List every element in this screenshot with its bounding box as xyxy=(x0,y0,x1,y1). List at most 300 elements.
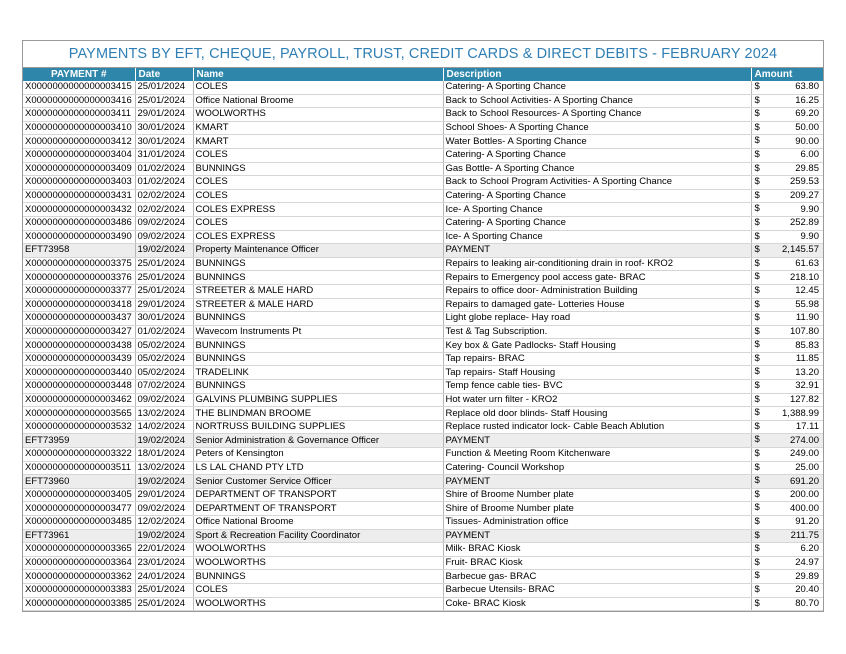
payee-name-cell: Sport & Recreation Facility Coordinator xyxy=(193,529,443,543)
table-row xyxy=(23,121,823,135)
payee-name-cell: LS LAL CHAND PTY LTD xyxy=(193,461,443,475)
table-row xyxy=(23,583,823,597)
payment-number-cell: X0000000000000003418 xyxy=(23,298,135,312)
table-row xyxy=(23,516,823,530)
column-header-date: Date xyxy=(135,68,193,81)
payment-number-cell: X0000000000000003437 xyxy=(23,312,135,326)
amount-cell xyxy=(751,516,823,530)
table-row xyxy=(23,488,823,502)
amount-value: 2,145.57 xyxy=(782,244,819,256)
amount-cell xyxy=(751,488,823,502)
date-cell: 19/02/2024 xyxy=(135,475,193,489)
amount-value: 29.85 xyxy=(795,162,819,174)
table-row xyxy=(23,407,823,421)
amount-value: 55.98 xyxy=(795,298,819,310)
amount-value: 9.90 xyxy=(800,203,819,215)
amount-cell xyxy=(751,434,823,448)
amount-value: 63.80 xyxy=(795,81,819,93)
date-cell: 01/02/2024 xyxy=(135,176,193,190)
date-cell: 05/02/2024 xyxy=(135,352,193,366)
amount-cell xyxy=(751,81,823,94)
table-row xyxy=(23,108,823,122)
currency-symbol: $ xyxy=(754,339,760,351)
date-cell: 09/02/2024 xyxy=(135,502,193,516)
date-cell: 14/02/2024 xyxy=(135,420,193,434)
currency-symbol: $ xyxy=(754,81,760,92)
payment-number-cell: EFT73961 xyxy=(23,529,135,543)
description-cell: Coke- BRAC Kiosk xyxy=(443,597,751,611)
payment-number-cell: X0000000000000003432 xyxy=(23,203,135,217)
amount-value: 127.82 xyxy=(789,393,819,405)
payee-name-cell: BUNNINGS xyxy=(193,352,443,366)
payee-name-cell: COLES xyxy=(193,216,443,230)
description-cell: Replace old door blinds- Staff Housing xyxy=(443,407,751,421)
amount-cell xyxy=(751,583,823,597)
amount-value: 91.20 xyxy=(795,516,819,528)
currency-symbol: $ xyxy=(754,325,760,337)
amount-value: 9.90 xyxy=(800,230,819,242)
payment-number-cell: X0000000000000003403 xyxy=(23,176,135,190)
amount-cell xyxy=(751,271,823,285)
table-row xyxy=(23,475,823,489)
amount-cell xyxy=(751,502,823,516)
description-cell: Back to School Program Activities- A Sporting Chance xyxy=(443,176,751,190)
amount-cell xyxy=(751,244,823,258)
date-cell: 09/02/2024 xyxy=(135,216,193,230)
date-cell: 29/01/2024 xyxy=(135,488,193,502)
description-cell: PAYMENT xyxy=(443,244,751,258)
table-body xyxy=(23,81,823,611)
amount-value: 20.40 xyxy=(795,584,819,596)
description-cell: Temp fence cable ties- BVC xyxy=(443,380,751,394)
description-cell: Catering- A Sporting Chance xyxy=(443,148,751,162)
table-header-row xyxy=(23,68,823,81)
payment-number-cell: X0000000000000003410 xyxy=(23,121,135,135)
payee-name-cell: BUNNINGS xyxy=(193,570,443,584)
currency-symbol: $ xyxy=(754,488,760,500)
column-header-description: Description xyxy=(443,68,751,81)
payment-number-cell: X0000000000000003377 xyxy=(23,284,135,298)
payee-name-cell: BUNNINGS xyxy=(193,257,443,271)
description-cell: Barbecue Utensils- BRAC xyxy=(443,583,751,597)
table-row xyxy=(23,393,823,407)
currency-symbol: $ xyxy=(754,189,760,201)
description-cell: Catering- Council Workshop xyxy=(443,461,751,475)
payment-number-cell: X0000000000000003376 xyxy=(23,271,135,285)
description-cell: Tissues- Administration office xyxy=(443,516,751,530)
payment-number-cell: X0000000000000003440 xyxy=(23,366,135,380)
payee-name-cell: COLES xyxy=(193,189,443,203)
amount-cell xyxy=(751,298,823,312)
table-row xyxy=(23,420,823,434)
payment-number-cell: X0000000000000003415 xyxy=(23,81,135,94)
date-cell: 25/01/2024 xyxy=(135,271,193,285)
amount-value: 6.20 xyxy=(800,543,819,555)
date-cell: 02/02/2024 xyxy=(135,203,193,217)
amount-value: 209.27 xyxy=(789,190,819,202)
currency-symbol: $ xyxy=(754,543,760,555)
table-row xyxy=(23,148,823,162)
payment-number-cell: X0000000000000003405 xyxy=(23,488,135,502)
currency-symbol: $ xyxy=(754,271,760,283)
description-cell: Repairs to Emergency pool access gate- BRAC xyxy=(443,271,751,285)
currency-symbol: $ xyxy=(754,529,760,541)
date-cell: 29/01/2024 xyxy=(135,108,193,122)
currency-symbol: $ xyxy=(754,121,760,133)
amount-value: 11.90 xyxy=(795,312,819,324)
table-row xyxy=(23,597,823,611)
payee-name-cell: BUNNINGS xyxy=(193,162,443,176)
date-cell: 30/01/2024 xyxy=(135,312,193,326)
date-cell: 24/01/2024 xyxy=(135,570,193,584)
amount-cell xyxy=(751,176,823,190)
amount-value: 50.00 xyxy=(795,122,819,134)
table-row xyxy=(23,230,823,244)
amount-cell xyxy=(751,203,823,217)
date-cell: 25/01/2024 xyxy=(135,257,193,271)
amount-value: 6.00 xyxy=(800,149,819,161)
table-row xyxy=(23,570,823,584)
table-row xyxy=(23,257,823,271)
table-row xyxy=(23,312,823,326)
payment-number-cell: EFT73958 xyxy=(23,244,135,258)
amount-value: 24.97 xyxy=(795,557,819,569)
amount-value: 90.00 xyxy=(795,135,819,147)
payee-name-cell: STREETER & MALE HARD xyxy=(193,298,443,312)
table-row xyxy=(23,94,823,108)
date-cell: 01/02/2024 xyxy=(135,162,193,176)
payment-number-cell: X0000000000000003416 xyxy=(23,94,135,108)
payee-name-cell: DEPARTMENT OF TRANSPORT xyxy=(193,502,443,516)
amount-cell xyxy=(751,230,823,244)
description-cell: Key box & Gate Padlocks- Staff Housing xyxy=(443,339,751,353)
amount-value: 249.00 xyxy=(789,448,819,460)
table-row xyxy=(23,529,823,543)
amount-cell xyxy=(751,597,823,611)
amount-cell xyxy=(751,380,823,394)
payee-name-cell: GALVINS PLUMBING SUPPLIES xyxy=(193,393,443,407)
amount-value: 400.00 xyxy=(789,502,819,514)
payee-name-cell: Senior Administration & Governance Officer xyxy=(193,434,443,448)
description-cell: Barbecue gas- BRAC xyxy=(443,570,751,584)
description-cell: PAYMENT xyxy=(443,529,751,543)
description-cell: Tap repairs- BRAC xyxy=(443,352,751,366)
date-cell: 31/01/2024 xyxy=(135,148,193,162)
amount-cell xyxy=(751,312,823,326)
payment-number-cell: X0000000000000003362 xyxy=(23,570,135,584)
amount-value: 17.11 xyxy=(795,421,819,433)
description-cell: Back to School Resources- A Sporting Chance xyxy=(443,108,751,122)
amount-cell xyxy=(751,339,823,353)
table-row xyxy=(23,448,823,462)
payment-number-cell: X0000000000000003409 xyxy=(23,162,135,176)
date-cell: 12/02/2024 xyxy=(135,516,193,530)
description-cell: PAYMENT xyxy=(443,475,751,489)
payee-name-cell: DEPARTMENT OF TRANSPORT xyxy=(193,488,443,502)
description-cell: Repairs to office door- Administration Building xyxy=(443,284,751,298)
date-cell: 25/01/2024 xyxy=(135,81,193,94)
table-row xyxy=(23,216,823,230)
payment-number-cell: X0000000000000003385 xyxy=(23,597,135,611)
amount-cell xyxy=(751,461,823,475)
currency-symbol: $ xyxy=(754,352,760,364)
date-cell: 09/02/2024 xyxy=(135,393,193,407)
amount-value: 25.00 xyxy=(795,461,819,473)
description-cell: PAYMENT xyxy=(443,434,751,448)
table-row xyxy=(23,543,823,557)
description-cell: Light globe replace- Hay road xyxy=(443,312,751,326)
payment-number-cell: X0000000000000003448 xyxy=(23,380,135,394)
amount-value: 691.20 xyxy=(789,475,819,487)
description-cell: Shire of Broome Number plate xyxy=(443,502,751,516)
amount-cell xyxy=(751,543,823,557)
description-cell: Replace rusted indicator lock- Cable Beach Ablution xyxy=(443,420,751,434)
description-cell: Repairs to leaking air-conditioning drain in roof- KRO2 xyxy=(443,257,751,271)
currency-symbol: $ xyxy=(754,135,760,147)
currency-symbol: $ xyxy=(754,448,760,460)
currency-symbol: $ xyxy=(754,461,760,473)
amount-value: 252.89 xyxy=(789,217,819,229)
date-cell: 25/01/2024 xyxy=(135,94,193,108)
payment-number-cell: X0000000000000003565 xyxy=(23,407,135,421)
payment-number-cell: X0000000000000003462 xyxy=(23,393,135,407)
currency-symbol: $ xyxy=(754,420,760,432)
payment-number-cell: X0000000000000003364 xyxy=(23,556,135,570)
payment-number-cell: X0000000000000003511 xyxy=(23,461,135,475)
table-row xyxy=(23,298,823,312)
payee-name-cell: NORTRUSS BUILDING SUPPLIES xyxy=(193,420,443,434)
currency-symbol: $ xyxy=(754,162,760,174)
amount-value: 32.91 xyxy=(795,380,819,392)
payee-name-cell: TRADELINK xyxy=(193,366,443,380)
amount-cell xyxy=(751,121,823,135)
description-cell: Catering- A Sporting Chance xyxy=(443,189,751,203)
payee-name-cell: Office National Broome xyxy=(193,94,443,108)
payee-name-cell: Wavecom Instruments Pt xyxy=(193,325,443,339)
column-header-payment: PAYMENT # xyxy=(23,68,135,81)
currency-symbol: $ xyxy=(754,502,760,514)
amount-value: 61.63 xyxy=(795,258,819,270)
table-row xyxy=(23,366,823,380)
payee-name-cell: WOOLWORTHS xyxy=(193,543,443,557)
currency-symbol: $ xyxy=(754,108,760,120)
currency-symbol: $ xyxy=(754,230,760,242)
currency-symbol: $ xyxy=(754,284,760,296)
table-row xyxy=(23,284,823,298)
payee-name-cell: WOOLWORTHS xyxy=(193,597,443,611)
payment-number-cell: X0000000000000003477 xyxy=(23,502,135,516)
date-cell: 13/02/2024 xyxy=(135,407,193,421)
payee-name-cell: COLES xyxy=(193,583,443,597)
description-cell: Shire of Broome Number plate xyxy=(443,488,751,502)
amount-cell xyxy=(751,352,823,366)
payee-name-cell: KMART xyxy=(193,121,443,135)
currency-symbol: $ xyxy=(754,597,760,609)
amount-cell xyxy=(751,216,823,230)
amount-value: 12.45 xyxy=(795,285,819,297)
payee-name-cell: BUNNINGS xyxy=(193,339,443,353)
amount-cell xyxy=(751,393,823,407)
payee-name-cell: COLES EXPRESS xyxy=(193,203,443,217)
table-row xyxy=(23,502,823,516)
currency-symbol: $ xyxy=(754,298,760,310)
amount-value: 85.83 xyxy=(795,339,819,351)
payee-name-cell: KMART xyxy=(193,135,443,149)
date-cell: 30/01/2024 xyxy=(135,135,193,149)
amount-value: 1,388.99 xyxy=(782,407,819,419)
amount-cell xyxy=(751,529,823,543)
description-cell: Repairs to damaged gate- Lotteries House xyxy=(443,298,751,312)
payment-number-cell: X0000000000000003383 xyxy=(23,583,135,597)
table-row xyxy=(23,380,823,394)
amount-value: 259.53 xyxy=(789,176,819,188)
payee-name-cell: Office National Broome xyxy=(193,516,443,530)
amount-cell xyxy=(751,325,823,339)
currency-symbol: $ xyxy=(754,203,760,215)
currency-symbol: $ xyxy=(754,312,760,324)
currency-symbol: $ xyxy=(754,434,760,446)
table-row xyxy=(23,325,823,339)
table-row xyxy=(23,434,823,448)
date-cell: 23/01/2024 xyxy=(135,556,193,570)
amount-value: 69.20 xyxy=(795,108,819,120)
currency-symbol: $ xyxy=(754,380,760,392)
date-cell: 05/02/2024 xyxy=(135,339,193,353)
payee-name-cell: Peters of Kensington xyxy=(193,448,443,462)
payee-name-cell: WOOLWORTHS xyxy=(193,556,443,570)
description-cell: School Shoes- A Sporting Chance xyxy=(443,121,751,135)
description-cell: Fruit- BRAC Kiosk xyxy=(443,556,751,570)
amount-cell xyxy=(751,135,823,149)
payment-number-cell: X0000000000000003375 xyxy=(23,257,135,271)
date-cell: 29/01/2024 xyxy=(135,298,193,312)
amount-cell xyxy=(751,420,823,434)
description-cell: Catering- A Sporting Chance xyxy=(443,216,751,230)
date-cell: 01/02/2024 xyxy=(135,325,193,339)
payee-name-cell: BUNNINGS xyxy=(193,380,443,394)
amount-cell xyxy=(751,94,823,108)
date-cell: 09/02/2024 xyxy=(135,230,193,244)
payment-number-cell: X0000000000000003438 xyxy=(23,339,135,353)
date-cell: 18/01/2024 xyxy=(135,448,193,462)
date-cell: 05/02/2024 xyxy=(135,366,193,380)
date-cell: 13/02/2024 xyxy=(135,461,193,475)
currency-symbol: $ xyxy=(754,407,760,419)
table-row xyxy=(23,162,823,176)
date-cell: 22/01/2024 xyxy=(135,543,193,557)
payment-number-cell: X0000000000000003365 xyxy=(23,543,135,557)
amount-cell xyxy=(751,556,823,570)
amount-cell xyxy=(751,257,823,271)
currency-symbol: $ xyxy=(754,583,760,595)
amount-cell xyxy=(751,148,823,162)
payee-name-cell: Property Maintenance Officer xyxy=(193,244,443,258)
amount-cell xyxy=(751,162,823,176)
description-cell: Hot water urn filter - KRO2 xyxy=(443,393,751,407)
payee-name-cell: THE BLINDMAN BROOME xyxy=(193,407,443,421)
payee-name-cell: BUNNINGS xyxy=(193,271,443,285)
description-cell: Gas Bottle- A Sporting Chance xyxy=(443,162,751,176)
table-row xyxy=(23,189,823,203)
table-row xyxy=(23,461,823,475)
amount-cell xyxy=(751,475,823,489)
date-cell: 19/02/2024 xyxy=(135,434,193,448)
payments-table xyxy=(23,68,823,611)
description-cell: Water Bottles- A Sporting Chance xyxy=(443,135,751,149)
table-row xyxy=(23,556,823,570)
amount-value: 211.75 xyxy=(790,529,819,541)
column-header-name: Name xyxy=(193,68,443,81)
amount-cell xyxy=(751,189,823,203)
table-row xyxy=(23,352,823,366)
amount-value: 16.25 xyxy=(795,94,819,106)
date-cell: 02/02/2024 xyxy=(135,189,193,203)
payment-number-cell: X0000000000000003431 xyxy=(23,189,135,203)
description-cell: Ice- A Sporting Chance xyxy=(443,203,751,217)
description-cell: Test & Tag Subscription. xyxy=(443,325,751,339)
payment-number-cell: X0000000000000003486 xyxy=(23,216,135,230)
currency-symbol: $ xyxy=(754,516,760,527)
amount-cell xyxy=(751,284,823,298)
amount-value: 107.80 xyxy=(789,325,819,337)
currency-symbol: $ xyxy=(754,257,760,269)
payee-name-cell: COLES xyxy=(193,81,443,94)
currency-symbol: $ xyxy=(754,94,760,106)
date-cell: 25/01/2024 xyxy=(135,597,193,611)
currency-symbol: $ xyxy=(754,176,760,188)
date-cell: 07/02/2024 xyxy=(135,380,193,394)
payment-number-cell: EFT73960 xyxy=(23,475,135,489)
currency-symbol: $ xyxy=(754,148,760,160)
currency-symbol: $ xyxy=(754,570,760,582)
payment-number-cell: EFT73959 xyxy=(23,434,135,448)
table-row xyxy=(23,339,823,353)
currency-symbol: $ xyxy=(754,556,760,568)
payee-name-cell: COLES EXPRESS xyxy=(193,230,443,244)
description-cell: Tap repairs- Staff Housing xyxy=(443,366,751,380)
description-cell: Function & Meeting Room Kitchenware xyxy=(443,448,751,462)
amount-value: 218.10 xyxy=(789,271,819,283)
amount-value: 80.70 xyxy=(795,597,819,609)
payment-number-cell: X0000000000000003411 xyxy=(23,108,135,122)
description-cell: Ice- A Sporting Chance xyxy=(443,230,751,244)
amount-cell xyxy=(751,407,823,421)
amount-value: 11.85 xyxy=(795,353,819,365)
column-header-amount: Amount xyxy=(751,68,823,81)
amount-value: 29.89 xyxy=(795,570,819,582)
payee-name-cell: STREETER & MALE HARD xyxy=(193,284,443,298)
payment-number-cell: X0000000000000003404 xyxy=(23,148,135,162)
page-title: PAYMENTS BY EFT, CHEQUE, PAYROLL, TRUST, CREDIT CARDS & DIRECT DEBITS - FEBRUARY 2024 xyxy=(23,41,823,68)
date-cell: 25/01/2024 xyxy=(135,583,193,597)
payment-number-cell: X0000000000000003485 xyxy=(23,516,135,530)
table-row xyxy=(23,176,823,190)
payment-number-cell: X0000000000000003439 xyxy=(23,352,135,366)
currency-symbol: $ xyxy=(754,216,760,228)
amount-cell xyxy=(751,570,823,584)
table-row xyxy=(23,135,823,149)
date-cell: 19/02/2024 xyxy=(135,529,193,543)
date-cell: 25/01/2024 xyxy=(135,284,193,298)
payee-name-cell: COLES xyxy=(193,148,443,162)
amount-cell xyxy=(751,108,823,122)
currency-symbol: $ xyxy=(754,244,760,256)
description-cell: Back to School Activities- A Sporting Chance xyxy=(443,94,751,108)
table-row xyxy=(23,203,823,217)
payee-name-cell: COLES xyxy=(193,176,443,190)
amount-value: 200.00 xyxy=(789,489,819,501)
payee-name-cell: WOOLWORTHS xyxy=(193,108,443,122)
